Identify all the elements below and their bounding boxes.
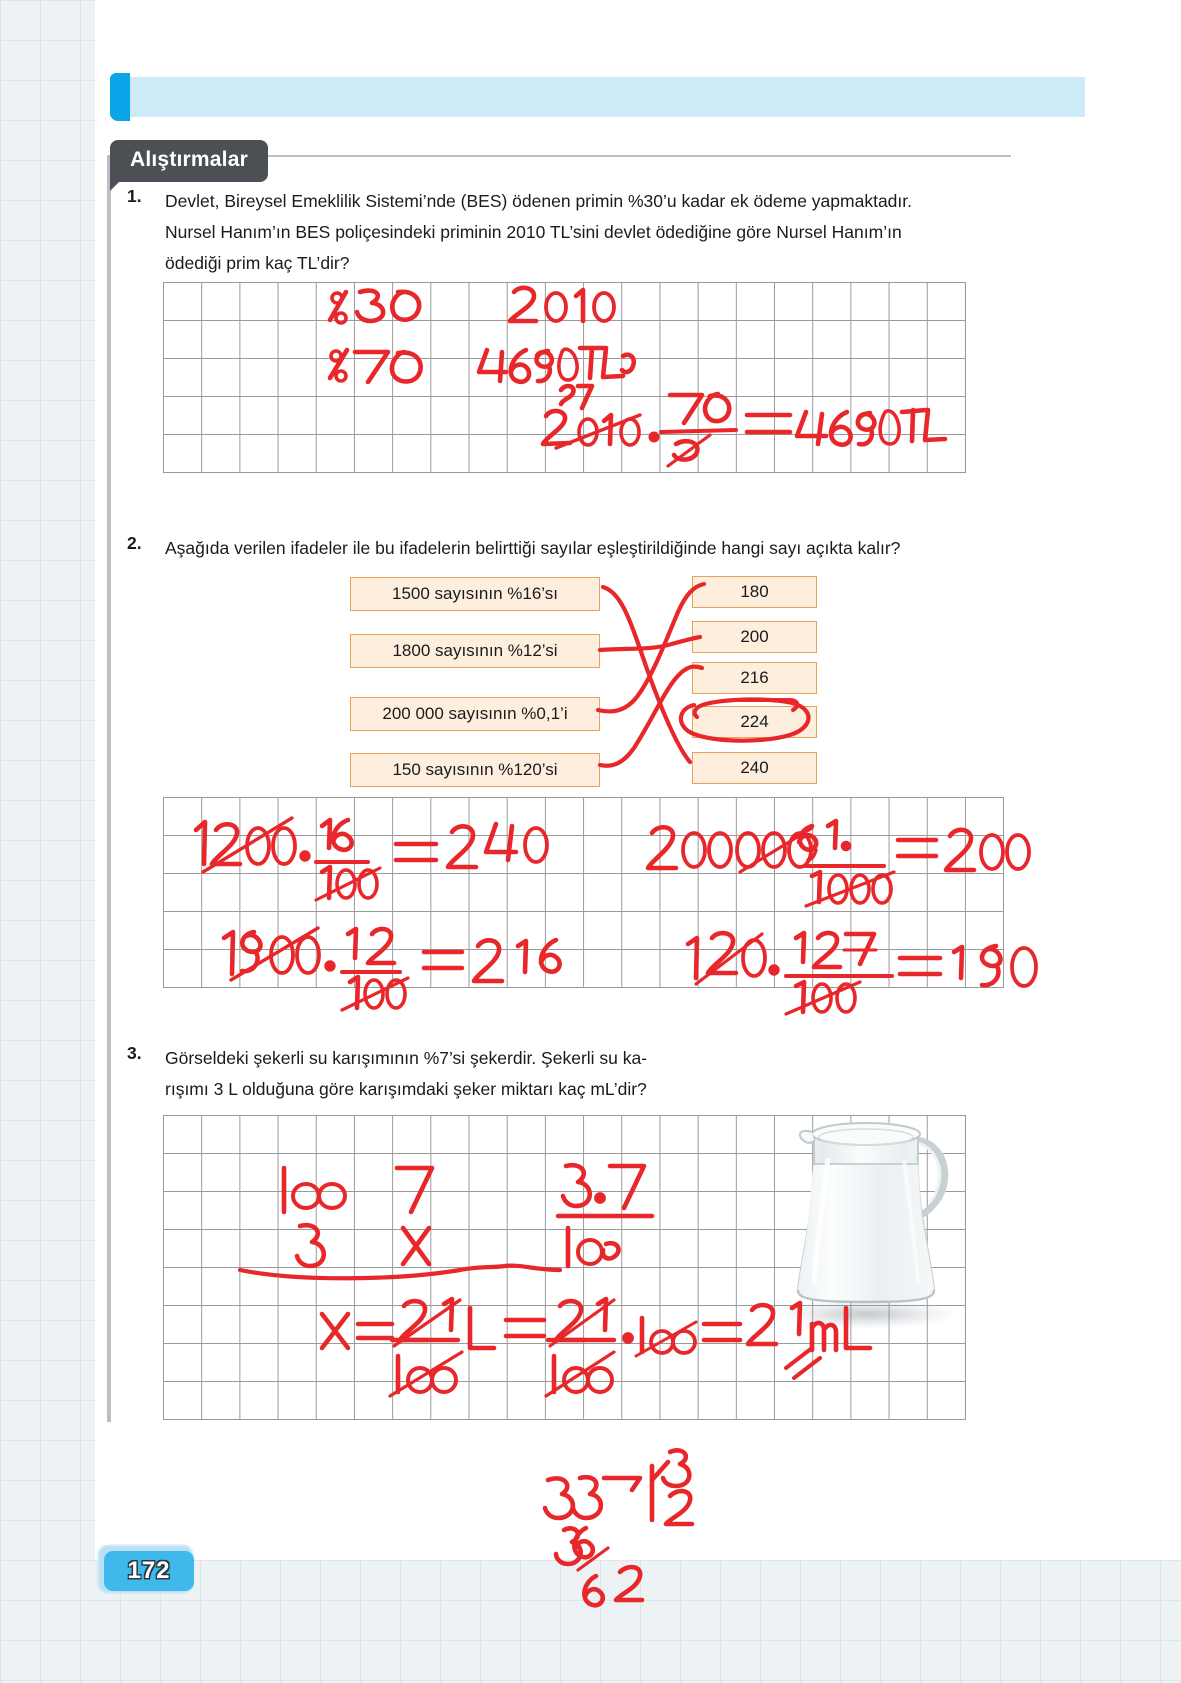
match-right-item-180[interactable]: 180 [692, 576, 817, 608]
question-1-line-1: Devlet, Bireysel Emeklilik Sistemi’nde (BES) ödenen primin %30’u kadar ek ödeme yapmaktadır. [165, 191, 912, 211]
question-3-text [165, 1043, 745, 1105]
page-number-badge: 172 [104, 1551, 194, 1591]
question-3-line-1: Görseldeki şekerli su karışımının %7’si şekerdir. Şekerli su ka- [165, 1048, 648, 1068]
question-1-line-3: ödediği prim kaç TL’dir? [165, 253, 350, 273]
match-right-item-240[interactable]: 240 [692, 752, 817, 784]
question-3-line-2: rışımı 3 L olduğuna göre karışımdaki şeker miktarı kaç mL’dir? [165, 1079, 647, 1099]
question-2-line-1: Aşağıda verilen ifadeler ile bu ifadelerin belirttiği sayılar eşleştirildiğinde hangi sayı açıkta kalır? [165, 538, 901, 558]
match-left-item-4[interactable]: 150 sayısının %120’si [350, 753, 600, 787]
water-pitcher-image [766, 1088, 966, 1318]
question-2-number: 2. [127, 533, 142, 553]
question-2-text [165, 533, 1000, 564]
question-1-line-2: Nursel Hanım’ın BES poliçesindeki priminin 2010 TL’sini devlet ödediğine göre Nursel Hanım’ın [165, 222, 902, 242]
pitcher-reflection [782, 1300, 952, 1328]
question-1-work-grid[interactable] [163, 282, 966, 473]
match-right-item-200[interactable]: 200 [692, 621, 817, 653]
question-1-number: 1. [127, 186, 142, 206]
question-3-number: 3. [127, 1043, 142, 1063]
question-2-work-grid[interactable] [163, 797, 1004, 988]
match-right-item-216[interactable]: 216 [692, 662, 817, 694]
match-right-item-224[interactable]: 224 [692, 706, 817, 738]
question-1-text [165, 186, 1000, 279]
match-left-item-2[interactable]: 1800 sayısının %12’si [350, 634, 600, 668]
top-banner-tab-icon [110, 73, 130, 121]
match-left-item-3[interactable]: 200 000 sayısının %0,1’i [350, 697, 600, 731]
top-banner [110, 77, 1085, 117]
match-left-item-1[interactable]: 1500 sayısının %16’sı [350, 577, 600, 611]
section-title: Alıştırmalar [110, 140, 268, 182]
